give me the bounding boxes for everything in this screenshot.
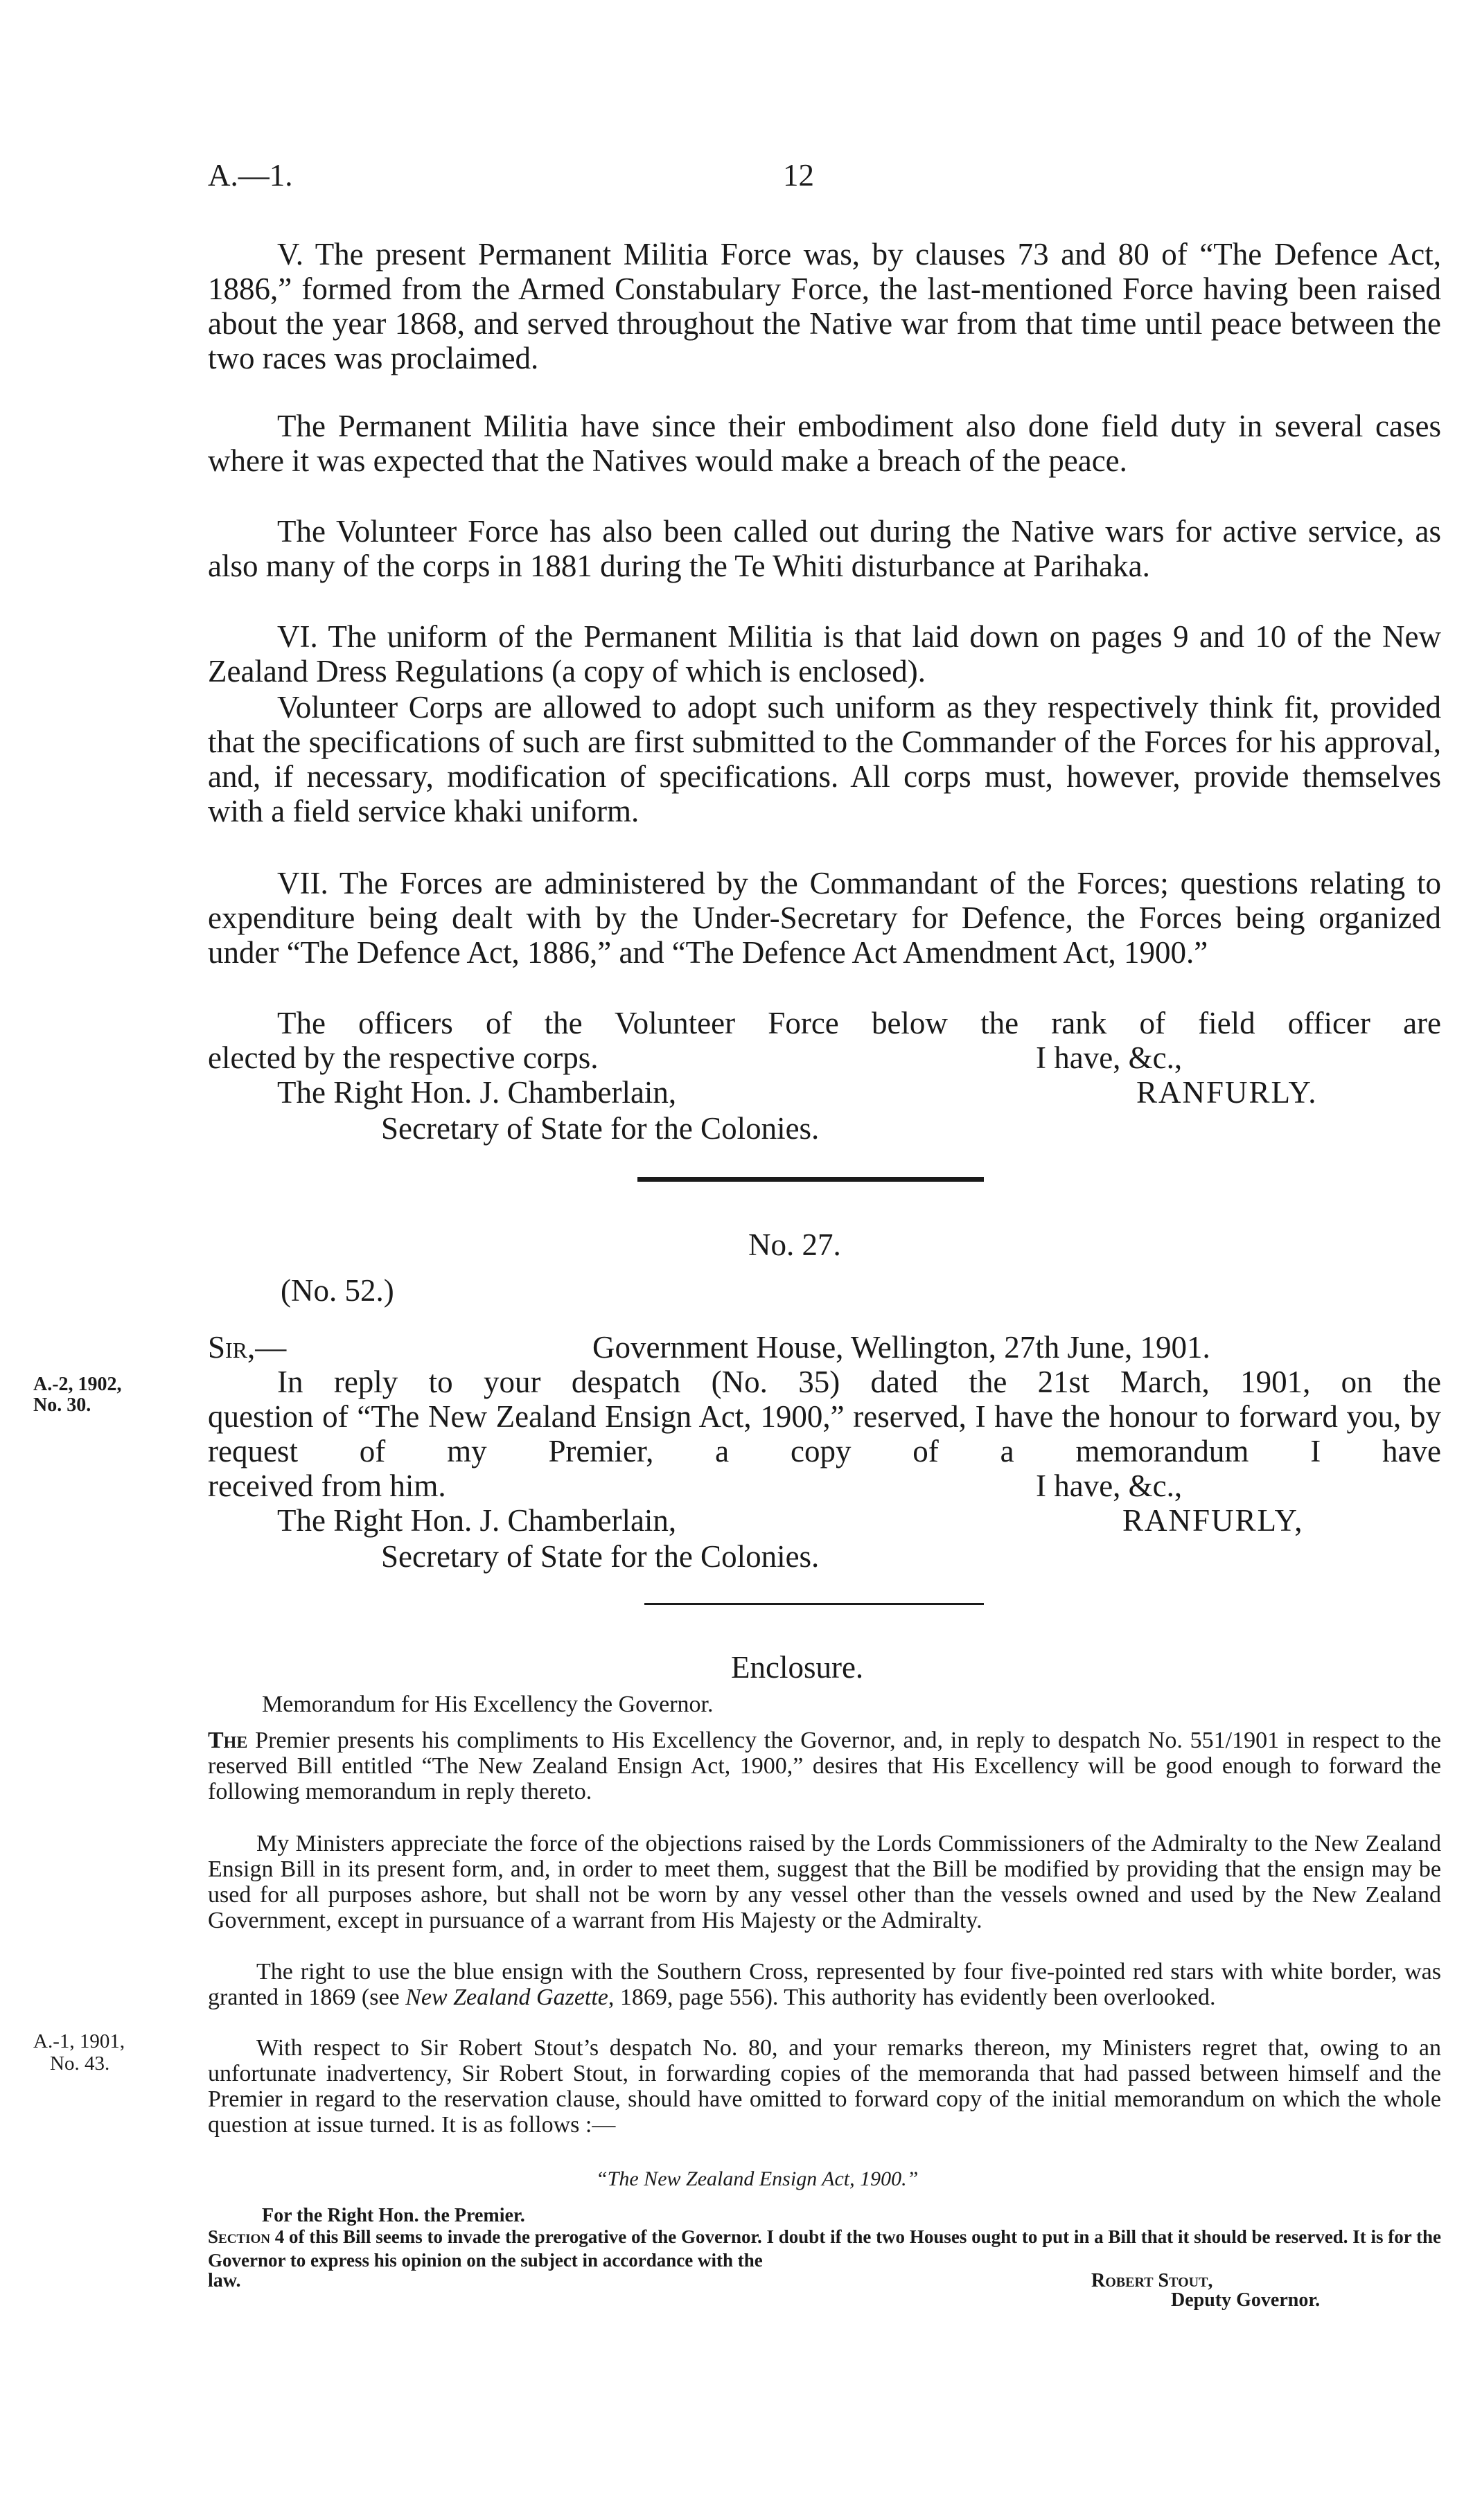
paragraph-volunteer-force: The Volunteer Force has also been called out during the Native wars for active service, as also many of the corps in 1881 during the Te Whiti disturbance at Parihaka. [208, 514, 1441, 583]
gazette-title: New Zealand Gazette [405, 1985, 608, 2010]
paragraph-militia-duty: The Permanent Militia have since their embodiment also done field duty in several cases where it was expected that the Natives would make a breach of the peace. [208, 409, 1441, 478]
page-number: 12 [783, 158, 814, 193]
margin-ref-line: No. 43. [50, 2052, 110, 2075]
stout-memo-text: 4 of this Bill seems to invade the prerogative of the Governor. I doubt if the two Houses ought to put in a Bill that it should be reserved. It is for the Governor to express his opinion on the subject in accordance with the [208, 2226, 1441, 2271]
memo-paragraph-stout: With respect to Sir Robert Stout’s despatch No. 80, and your remarks thereon, my Ministers regret that, owing to an unfortunate inadvertency, Sir Robert Stout, in forwarding copies of the memoranda that had passed between himself and the Premier in regard to the reservation clause, should have omitted to forward copy of the initial memorandum on which the whole question at issue turned. It is as follows :— [208, 2035, 1441, 2138]
paragraph-v: V. The present Permanent Militia Force was, by clauses 73 and 80 of “The Defence Act, 1886,” formed from the Armed Constabulary Force, the last-mentioned Force having been raised about the year 1868, and served throughout the Native war from that time until peace between the two races was proclaimed. [208, 237, 1441, 375]
quote-title: “The New Zealand Ensign Act, 1900.” [596, 2167, 919, 2190]
paragraph-vi: VI. The uniform of the Permanent Militia is that laid down on pages 9 and 10 of the New Zealand Dress Regulations (a copy of which is enclosed). [208, 619, 1441, 689]
memo-paragraph-premier [208, 1728, 1441, 1804]
margin-ref-line: No. 30. [33, 1394, 91, 1416]
law-word: law. [208, 2270, 241, 2291]
signer-name: Robert Stout, [1091, 2270, 1213, 2291]
margin-ref-line: A.-1, 1901, [33, 2030, 125, 2052]
margin-ref-line: A.-2, 1902, [33, 1374, 122, 1395]
enclosure-divider [644, 1603, 984, 1605]
page-ref: A.—1. [208, 158, 293, 193]
place-date: Government House, Wellington, 27th June, 1901. [592, 1330, 1210, 1365]
signer-title: Deputy Governor. [1171, 2289, 1321, 2311]
despatch-body: question of “The New Zealand Ensign Act, 1900,” reserved, I have the honour to forward you, by request of my Premier, a copy of a memorandum I have [208, 1399, 1441, 1468]
memo-paragraph-blue-ensign [208, 1959, 1441, 2010]
addressee: The Right Hon. J. Chamberlain, [277, 1503, 677, 1538]
addressee-office: Secretary of State for the Colonies. [381, 1111, 820, 1146]
closing-phrase: I have, &c., [1036, 1040, 1183, 1075]
signature: RANFURLY. [1136, 1075, 1318, 1110]
memo-paragraph-text: The right to use the blue ensign with the Southern Cross, represented by four five-pointed red stars with white border, was granted in 1869 (see [208, 1959, 1441, 2010]
addressee-office: Secretary of State for the Colonies. [381, 1539, 820, 1574]
for-line: For the Right Hon. the Premier. [262, 2205, 525, 2226]
paragraph-vii: VII. The Forces are administered by the Commandant of the Forces; questions relating to expenditure being dealt with by the Under-Secretary for Defence, the Forces being organized under “The Defence Act, 1886,” and “The Defence Act Amendment Act, 1900.” [208, 866, 1441, 970]
paragraph-volunteer-uniform: Volunteer Corps are allowed to adopt such uniform as they respectively think fit, provided that the specifications of such are first submitted to the Commander of the Forces for his approval, and, if necessary, modification of specifications. All corps must, however, provide themselves with a field service khaki uniform. [208, 690, 1441, 828]
despatch-number: (No. 52.) [281, 1273, 394, 1308]
memo-paragraph-text: , 1869, page 556). This authority has evidently been overlooked. [608, 1985, 1216, 2010]
paragraph-officers: The officers of the Volunteer Force below the rank of field officer are [277, 1006, 1441, 1040]
despatch-body-first: In reply to your despatch (No. 35) dated the 21st March, 1901, on the [277, 1365, 1441, 1399]
despatch-body-last: received from him. [208, 1468, 446, 1503]
section-word: Section [208, 2226, 270, 2247]
memo-title: Memorandum for His Excellency the Governor. [262, 1692, 714, 1717]
enclosure-heading: Enclosure. [731, 1650, 864, 1685]
signature: RANFURLY, [1122, 1503, 1304, 1538]
stout-memo [208, 2225, 1441, 2272]
memo-paragraph-ministers: My Ministers appreciate the force of the objections raised by the Lords Commissioners of the Admiralty to the New Zealand Ensign Bill in its present form, and, in order to meet them, suggest that the Bill be modified by providing that the ensign may be used for all purposes ashore, but shall not be worn by any vessel other than the vessels owned and used by the New Zealand Government, except in pursuance of a warrant from His Majesty or the Admiralty. [208, 1831, 1441, 1933]
memo-paragraph-text: Premier presents his compliments to His Excellency the Governor, and, in reply to despatch No. 551/1901 in respect to the reserved Bill entitled “The New Zealand Ensign Act, 1900,” desires that His Excellency will be good enough to forward the following memorandum in reply thereto. [208, 1728, 1441, 1804]
lead-word: The [208, 1728, 248, 1753]
closing-phrase: I have, &c., [1036, 1468, 1183, 1503]
salutation: Sir,— [208, 1330, 287, 1365]
despatch-heading: No. 27. [748, 1227, 841, 1262]
officers-continuation: elected by the respective corps. [208, 1040, 599, 1075]
section-divider [637, 1177, 984, 1182]
addressee: The Right Hon. J. Chamberlain, [277, 1075, 677, 1110]
